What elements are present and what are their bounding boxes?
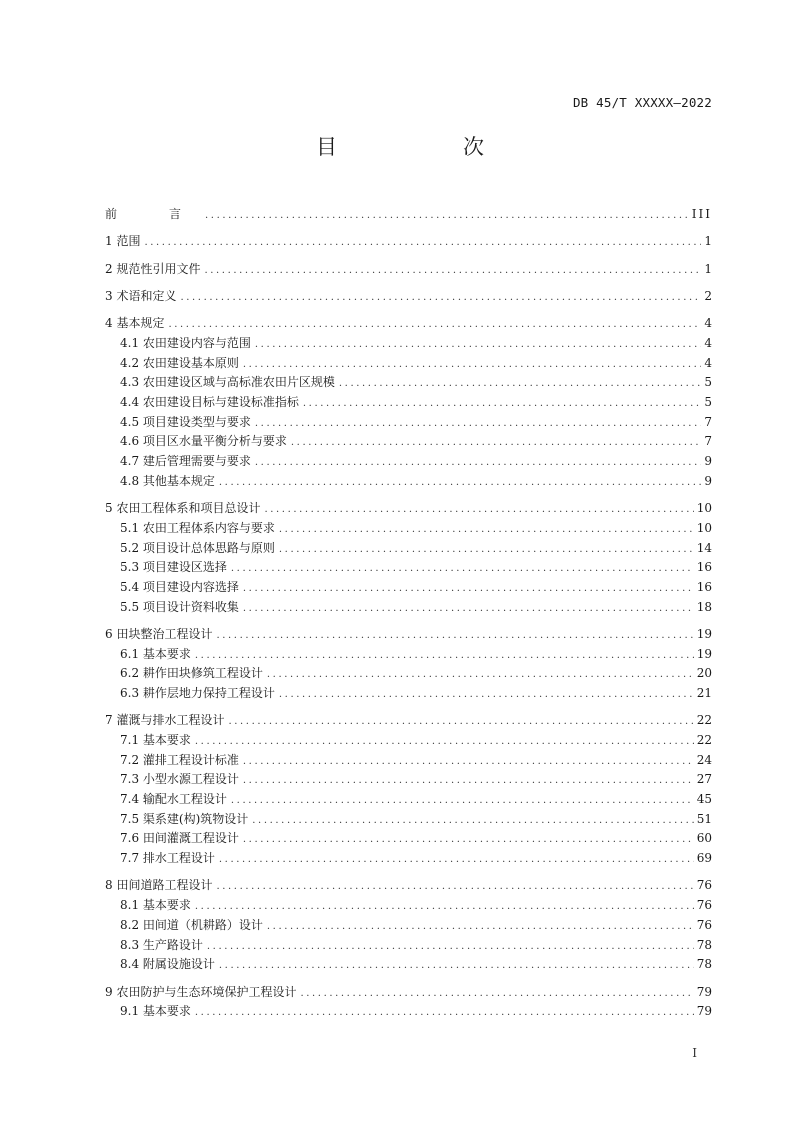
- toc-entry-title: 7.2 灌排工程设计标准: [120, 752, 239, 767]
- toc-entry-title: 8.1 基本要求: [120, 898, 191, 913]
- document-number: DB 45/T XXXXX—2022: [572, 95, 712, 110]
- toc-entry[interactable]: [105, 731, 712, 751]
- toc-entry[interactable]: [105, 896, 712, 916]
- toc-entry-title: 4.3 农田建设区域与高标准农田片区规模: [120, 375, 335, 390]
- toc-dot-leader: [303, 394, 701, 414]
- toc-entry-title: 8.3 生产路设计: [120, 937, 203, 952]
- toc-dot-leader: [243, 355, 701, 375]
- toc-entry-page: 7: [704, 414, 712, 429]
- toc-entry[interactable]: [105, 232, 712, 252]
- toc-entry-title: 9 农田防护与生态环境保护工程设计: [105, 984, 297, 999]
- toc-entry[interactable]: [105, 393, 712, 413]
- toc-entry-title: 5.2 项目设计总体思路与原则: [120, 540, 275, 555]
- toc-dot-leader: [168, 315, 701, 335]
- toc-dot-leader: [195, 897, 694, 917]
- toc-dot-leader: [267, 917, 694, 937]
- toc-entry-page: 69: [696, 851, 712, 866]
- toc-entry-page: 4: [704, 336, 712, 350]
- toc-entry-page: 1: [704, 261, 712, 276]
- toc-entry-title: 4.4 农田建设目标与建设标准指标: [120, 395, 299, 410]
- toc-entry-title: 6.1 基本要求: [120, 646, 191, 661]
- toc-entry[interactable]: [105, 260, 712, 280]
- toc-dot-leader: [180, 288, 701, 308]
- toc-dot-leader: [279, 520, 694, 540]
- toc-entry-page: 24: [696, 752, 712, 767]
- toc-entry-title: 5.1 农田工程体系内容与要求: [120, 520, 275, 535]
- toc-dot-leader: [339, 374, 701, 394]
- toc-entry-page: 78: [696, 937, 712, 952]
- toc-dot-leader: [264, 500, 693, 520]
- toc-dot-leader: [219, 473, 701, 493]
- toc-entry-page: 2: [704, 288, 712, 303]
- toc-dot-leader: [243, 771, 694, 791]
- toc-entry-page: 16: [696, 579, 712, 594]
- toc-dot-leader: [216, 626, 693, 646]
- toc-entry-title: 7.1 基本要求: [120, 732, 191, 747]
- toc-dot-leader: [231, 559, 694, 579]
- toc-entry[interactable]: [105, 790, 712, 810]
- toc-entry-title: 4.5 项目建设类型与要求: [120, 414, 251, 429]
- toc-entry-title: 5.4 项目建设内容选择: [120, 579, 239, 594]
- toc-entry-page: 45: [696, 792, 712, 807]
- toc-entry-title: 7 灌溉与排水工程设计: [105, 713, 225, 728]
- toc-entry-title: 7.5 渠系建(构)筑物设计: [120, 811, 249, 826]
- toc-entry-title: 1 范围: [105, 234, 141, 249]
- toc-entry-page: 20: [696, 666, 712, 681]
- toc-dot-leader: [207, 937, 694, 957]
- toc-entry-page: 4: [704, 355, 712, 370]
- toc-dot-leader: [228, 712, 693, 732]
- toc-entry-page: 18: [696, 599, 712, 614]
- toc-entry-page: 10: [696, 501, 712, 516]
- toc-entry[interactable]: [105, 1002, 712, 1022]
- toc-entry-page: 22: [696, 732, 712, 747]
- toc-entry-page: 76: [696, 898, 712, 913]
- toc-entry-page: 4: [704, 316, 712, 331]
- toc-dot-leader: [279, 540, 694, 560]
- toc-dot-leader: [255, 335, 701, 355]
- toc-entry[interactable]: [105, 314, 712, 334]
- toc-entry-title: 7.3 小型水源工程设计: [120, 772, 239, 787]
- toc-entry[interactable]: [105, 936, 712, 956]
- toc-entry-page: 76: [696, 878, 712, 893]
- toc-entry[interactable]: [105, 849, 712, 869]
- toc-entry-page: 9: [704, 454, 712, 469]
- toc-entry-title: 8 田间道路工程设计: [105, 878, 213, 893]
- toc-dot-leader: [195, 1003, 694, 1023]
- toc-dot-leader: [300, 984, 693, 1004]
- toc-entry[interactable]: [105, 413, 712, 433]
- toc-entry[interactable]: [105, 558, 712, 578]
- toc-entry-title: 7.6 田间灌溉工程设计: [120, 831, 239, 846]
- toc-dot-leader: [144, 233, 701, 253]
- toc-entry-page: 51: [696, 811, 712, 826]
- toc-entry[interactable]: [105, 432, 712, 452]
- toc-entry[interactable]: [105, 287, 712, 307]
- toc-entry[interactable]: [105, 955, 712, 975]
- toc-entry-title: 5 农田工程体系和项目总设计: [105, 501, 261, 516]
- toc-dot-leader: [243, 579, 694, 599]
- toc-dot-leader: [279, 685, 694, 705]
- toc-entry-title: 3 术语和定义: [105, 288, 177, 303]
- table-of-contents: [105, 205, 712, 1022]
- toc-entry[interactable]: [105, 334, 712, 354]
- toc-entry-page: 79: [696, 1004, 712, 1019]
- toc-dot-leader: [231, 791, 694, 811]
- toc-entry[interactable]: [105, 876, 712, 896]
- toc-entry-title: 4.2 农田建设基本原则: [120, 355, 239, 370]
- toc-entry[interactable]: [105, 751, 712, 771]
- toc-entry[interactable]: [105, 645, 712, 665]
- toc-entry[interactable]: [105, 664, 712, 684]
- toc-entry-page: 19: [696, 646, 712, 661]
- toc-entry[interactable]: [105, 625, 712, 645]
- toc-entry[interactable]: [105, 829, 712, 849]
- toc-entry-page: 16: [696, 560, 712, 575]
- toc-entry-title: 6 田块整治工程设计: [105, 626, 213, 641]
- toc-entry-page: 10: [696, 520, 712, 535]
- toc-dot-leader: [195, 646, 694, 666]
- toc-entry-page: 5: [704, 375, 712, 390]
- toc-dot-leader: [243, 752, 694, 772]
- toc-entry[interactable]: [105, 354, 712, 374]
- toc-entry[interactable]: [105, 598, 712, 618]
- toc-dot-leader: [216, 877, 693, 897]
- toc-entry-title: 4 基本规定: [105, 316, 165, 331]
- toc-entry-page: 14: [696, 540, 712, 555]
- toc-entry-page: 5: [704, 395, 712, 410]
- toc-entry-page: 22: [696, 713, 712, 728]
- toc-entry-title: 4.8 其他基本规定: [120, 473, 215, 488]
- toc-entry[interactable]: [105, 916, 712, 936]
- toc-entry-page: 9: [704, 473, 712, 488]
- toc-entry-title: 2 规范性引用文件: [105, 261, 201, 276]
- toc-entry-page: 7: [704, 434, 712, 449]
- toc-entry[interactable]: [105, 684, 712, 704]
- toc-entry[interactable]: [105, 519, 712, 539]
- toc-entry-title: 前 言: [105, 207, 202, 221]
- toc-dot-leader: [195, 732, 694, 752]
- toc-dot-leader: [243, 599, 694, 619]
- toc-entry-title: 8.2 田间道（机耕路）设计: [120, 917, 263, 932]
- toc-entry[interactable]: [105, 499, 712, 519]
- toc-entry-title: 8.4 附属设施设计: [120, 957, 215, 972]
- toc-dot-leader: [252, 811, 693, 831]
- toc-entry-title: 4.6 项目区水量平衡分析与要求: [120, 434, 287, 449]
- toc-entry[interactable]: [105, 373, 712, 393]
- toc-entry-title: 4.1 农田建设内容与范围: [120, 336, 251, 350]
- toc-dot-leader: [291, 433, 701, 453]
- toc-entry-title: 9.1 基本要求: [120, 1004, 191, 1019]
- toc-entry-title: 7.7 排水工程设计: [120, 851, 215, 866]
- toc-dot-leader: [219, 956, 694, 976]
- toc-dot-leader: [243, 830, 694, 850]
- toc-dot-leader: [255, 453, 701, 473]
- toc-entry-page: 60: [696, 831, 712, 846]
- toc-entry[interactable]: [105, 983, 712, 1003]
- toc-entry-title: 5.3 项目建设区选择: [120, 560, 227, 575]
- toc-entry-title: 7.4 输配水工程设计: [120, 792, 227, 807]
- toc-dot-leader: [267, 665, 694, 685]
- toc-entry-page: 1: [704, 234, 712, 249]
- footer-page-number: I: [692, 1046, 697, 1060]
- toc-dot-leader: [204, 261, 701, 281]
- toc-entry-page: 79: [696, 984, 712, 999]
- toc-dot-leader: [255, 414, 701, 434]
- toc-entry-title: 6.2 耕作田块修筑工程设计: [120, 666, 263, 681]
- toc-entry[interactable]: [105, 539, 712, 559]
- toc-entry[interactable]: [105, 711, 712, 731]
- toc-entry[interactable]: [105, 810, 712, 830]
- toc-dot-leader: [205, 206, 689, 226]
- toc-entry-page: III: [691, 207, 712, 221]
- toc-entry[interactable]: [105, 770, 712, 790]
- toc-dot-leader: [219, 850, 694, 870]
- toc-entry-title: 5.5 项目设计资料收集: [120, 599, 239, 614]
- toc-entry[interactable]: [105, 452, 712, 472]
- toc-entry-title: 4.7 建后管理需要与要求: [120, 454, 251, 469]
- toc-entry-page: 21: [696, 685, 712, 700]
- toc-entry-title: 6.3 耕作层地力保持工程设计: [120, 685, 275, 700]
- toc-entry[interactable]: [105, 578, 712, 598]
- toc-entry-page: 19: [696, 626, 712, 641]
- toc-entry-page: 27: [696, 772, 712, 787]
- toc-entry[interactable]: [105, 205, 712, 225]
- toc-entry[interactable]: [105, 472, 712, 492]
- page-title: 目 次: [316, 135, 512, 159]
- toc-entry-page: 76: [696, 917, 712, 932]
- toc-entry-page: 78: [696, 957, 712, 972]
